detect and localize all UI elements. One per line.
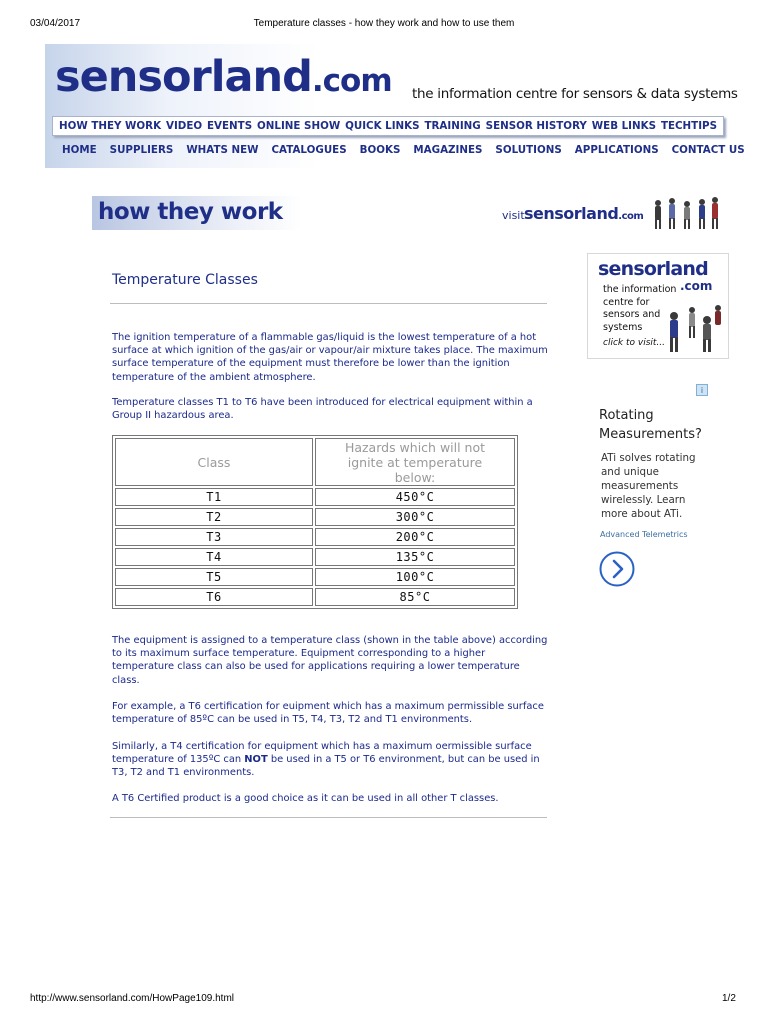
nav-magazines[interactable]: MAGAZINES [413, 144, 483, 156]
nav-solutions[interactable]: SOLUTIONS [495, 144, 562, 156]
nav-video[interactable]: VIDEO [165, 120, 203, 132]
print-date: 03/04/2017 [30, 18, 81, 29]
table-row [115, 568, 515, 586]
nav-how-they-work[interactable]: HOW THEY WORK [59, 120, 162, 132]
nav-sensor-history[interactable]: SENSOR HISTORY [485, 120, 587, 132]
adchoices-icon[interactable]: i [696, 384, 708, 396]
class-cell: T6 [115, 588, 313, 606]
ad-people-illustration [660, 300, 724, 354]
class-cell: T2 [115, 508, 313, 526]
paragraph-t6-example: For example, a T6 certification for euipment which has a maximum permissible surface temperature of 85ºC can be used in T5, T4, T3, T2 and T1 environments. [112, 701, 544, 726]
chevron-right-icon[interactable] [599, 551, 635, 587]
ad-logo: sensorland [598, 258, 708, 280]
paragraph-classes-intro: Temperature classes T1 to T6 have been introduced for electrical equipment within a Group II hazardous area. [112, 397, 533, 422]
nav-contact-us[interactable]: CONTACT US [671, 144, 745, 156]
visit-label: visit [502, 209, 525, 222]
print-url: http://www.sensorland.com/HowPage109.html [30, 993, 234, 1004]
nav-suppliers[interactable]: SUPPLIERS [109, 144, 174, 156]
site-logo[interactable]: sensorland.com [55, 52, 392, 102]
nav-web-links[interactable]: WEB LINKS [591, 120, 657, 132]
nav-catalogues[interactable]: CATALOGUES [271, 144, 347, 156]
temperature-cell: 135°C [315, 548, 515, 566]
secondary-nav [56, 140, 745, 160]
ad-logo-com: .com [680, 279, 713, 293]
temperature-cell: 300°C [315, 508, 515, 526]
nav-quick-links[interactable]: QUICK LINKS [345, 120, 420, 132]
nav-home[interactable]: HOME [62, 144, 97, 156]
header-hazards: Hazards which will not ignite at temperature below: [315, 438, 515, 486]
temperature-class-table [112, 435, 518, 609]
primary-nav [52, 116, 724, 136]
ad-click-to-visit[interactable]: click to visit... [603, 338, 665, 348]
temperature-cell: 200°C [315, 528, 515, 546]
nav-whats-new[interactable]: WHATS NEW [186, 144, 259, 156]
visit-logo[interactable]: sensorland.com [524, 204, 644, 223]
paragraph-assignment: The equipment is assigned to a temperature class (shown in the table above) according to its maximum surface temperature. Equipment corresponding to a higher temperature class can also be used for applications requiring a lower temperature class. [112, 635, 548, 686]
class-cell: T5 [115, 568, 313, 586]
paragraph-ignition: The ignition temperature of a flammable gas/liquid is the lowest temperature of a hot surface at which ignition of the gas/air or vapour/air mixture takes place. The maximum surface temperature of the equipment must therefore be lower than the ignition temperature of the ambient atmosphere. [112, 332, 548, 383]
nav-training[interactable]: TRAINING [424, 120, 481, 132]
article-title: Temperature Classes [112, 272, 258, 288]
divider-top [110, 303, 547, 304]
paragraph-t4-example: Similarly, a T4 certification for equipment which has a maximum oermissible surface temperature of 135ºC can NOT be used in a T5 or T6 environment, but can be used in T3, T2 and T1 environments. [112, 741, 540, 779]
temperature-cell: 85°C [315, 588, 515, 606]
nav-events[interactable]: EVENTS [207, 120, 253, 132]
temperature-cell: 450°C [315, 488, 515, 506]
section-heading: how they work [98, 199, 283, 225]
text-ad-title[interactable]: Rotating Measurements? [599, 408, 702, 442]
text-ad-source[interactable]: Advanced Telemetrics [600, 530, 688, 539]
class-cell: T4 [115, 548, 313, 566]
table-row [115, 508, 515, 526]
site-tagline: the information centre for sensors & data systems [412, 86, 738, 102]
table-header-row [115, 438, 515, 486]
table-row [115, 588, 515, 606]
divider-bottom [110, 817, 547, 818]
header-class: Class [115, 438, 313, 486]
print-page-number: 1/2 [722, 993, 736, 1004]
paragraph-conclusion: A T6 Certified product is a good choice as it can be used in all other T classes. [112, 793, 499, 804]
temperature-cell: 100°C [315, 568, 515, 586]
ad-description: the information centre for sensors and systems [603, 284, 677, 333]
nav-techtips[interactable]: TECHTIPS [660, 120, 717, 132]
print-title: Temperature classes - how they work and how to use them [253, 18, 515, 29]
table-row [115, 488, 515, 506]
nav-books[interactable]: BOOKS [359, 144, 401, 156]
emphasis-not: NOT [244, 754, 268, 766]
nav-applications[interactable]: APPLICATIONS [574, 144, 659, 156]
people-illustration [650, 194, 722, 230]
class-cell: T3 [115, 528, 313, 546]
table-row [115, 548, 515, 566]
text-ad-body: ATi solves rotating and unique measurements wirelessly. Learn more about ATi. [601, 452, 696, 520]
nav-online-show[interactable]: ONLINE SHOW [257, 120, 341, 132]
class-cell: T1 [115, 488, 313, 506]
table-row [115, 528, 515, 546]
